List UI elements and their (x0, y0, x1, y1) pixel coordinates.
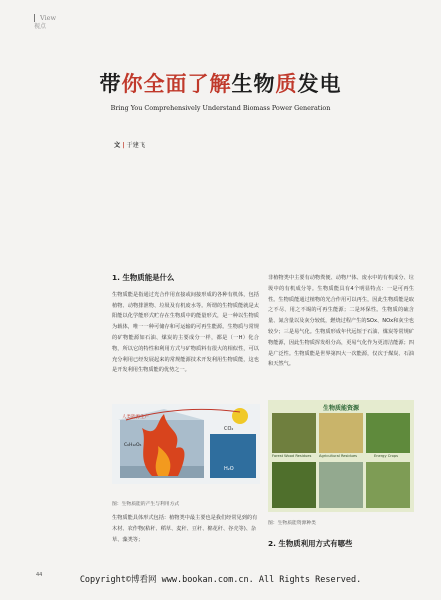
h2o-label: H₂O (224, 466, 234, 472)
title-part-5: 发电 (297, 72, 342, 96)
copyright-footer: Copyright©博看网 www.bookan.com.cn. All Rights Reserved. (79, 575, 362, 585)
energy-cycle-diagram (112, 404, 260, 484)
agricultural-label: Agricultural Residues (319, 454, 358, 458)
agricultural-tile (319, 413, 363, 453)
energy-cycle-figure (112, 404, 260, 484)
author-line (114, 140, 145, 149)
figure2-caption: 图：生物质能资源种类 (268, 521, 316, 526)
section-label-en: View (34, 14, 56, 22)
left-column-continued: 生物质能具体形式包括：植物类中最主要也是我们经常见到的有木材、农作物(秸秆、稻草、麦秆、豆秆、棉花秆、谷壳等)、杂草、藻类等； (112, 515, 258, 543)
energy-crops-tile (366, 413, 410, 453)
title-part-3: 生物 (231, 72, 276, 96)
co2-label: CO₂ (224, 426, 234, 432)
title-part-4: 质 (275, 72, 298, 96)
resource-tile-6 (366, 462, 410, 508)
formula-label: C₆H₁₂O₆ (124, 443, 142, 448)
biomass-resources-figure (268, 400, 414, 512)
energy-crops-label: Energy Crops (374, 454, 398, 458)
title-part-2: 你全面了解 (121, 72, 232, 96)
forest-wood-label: Forest Wood Residues (272, 454, 312, 458)
page-number: 44 (36, 572, 43, 578)
resource-tile-4 (272, 462, 316, 508)
author-name: 于建飞 (126, 142, 146, 149)
section1-paragraph: 生物质能是指通过光合作用直接或间接形成的各种有机体，包括植物、动物排泄物、垃圾及有机废水等。所谓的生物质能就是太阳能以化学能形式贮存在生物质中的能量形式，是一种以生物质为载体，唯一一种可储存和可运输的可再生能源。生物质与常规的矿物能源如石油、煤炭的主要成分一样，都是（一H）化合物，所以它的特性和利用方式与矿物质料有很大的相似性，可以充分利用已经发展起来的常规能源技术开发利用生物质能，这也是开发利用生物质能的优势之一。 (112, 291, 259, 374)
title-part-1: 带 (99, 72, 122, 96)
sun-icon (232, 408, 248, 424)
author-prefix: 文 (114, 142, 121, 149)
right-column (268, 273, 414, 370)
resource-tile-5 (319, 462, 363, 508)
left-column (112, 273, 259, 376)
section2-heading: 2. 生物质利用方式有哪些 (268, 539, 353, 548)
section1-heading: 1. 生物质能是什么 (112, 273, 175, 282)
forest-wood-tile (272, 413, 316, 453)
right-column-paragraph: 非植物类中主要有动物粪便、动物尸体、废水中的有机成分、垃圾中的有机成分等。生物质能具有4个明显特点：一是可再生性。生物质能通过植物的光合作用可以再生，因此生物质能是取之不尽、用之不竭的可再生能源；二是环保性。生物质的硫含量、氮含量以及灰分较低，燃烧过程产生的SOx、NOx和灰尘也较少；三是易气化。生物质形成年代远短于石油、煤炭等常规矿物能源，因此生物质挥发组分高，更易气化作为更清洁能源；四是广泛性。生物质能是世界第四大一次能源，仅次于煤炭、石油和天然气。 (268, 275, 414, 368)
section-label-cn: 视点 (34, 23, 47, 30)
figure2-title: 生物质能资源 (322, 405, 359, 412)
figure1-caption: 图：生物质能的产生与利用方式 (112, 502, 180, 507)
section-tag (34, 14, 56, 31)
article-title (0, 68, 441, 98)
article-subtitle: Bring You Comprehensively Understand Biomass Power Generation (110, 104, 331, 112)
human-energy-label: 人类能源生产 (122, 415, 149, 420)
author-divider: | (122, 142, 125, 149)
